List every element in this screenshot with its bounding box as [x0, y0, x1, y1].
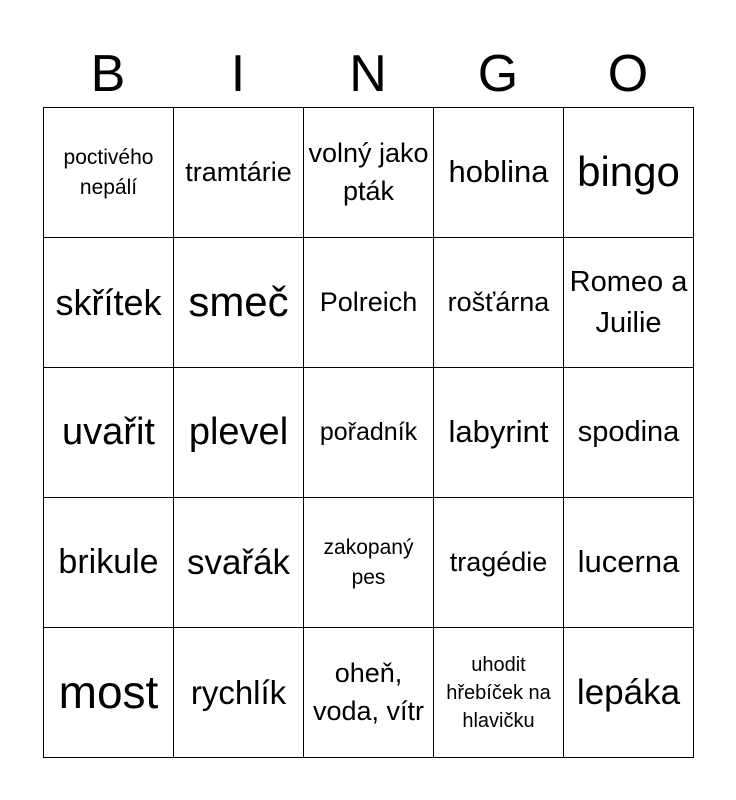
- bingo-cell-r1-c2[interactable]: [174, 108, 304, 238]
- header-letter-i: I: [230, 45, 246, 103]
- bingo-cell-text: uvařit: [62, 410, 155, 453]
- header-letter-o: O: [607, 45, 649, 103]
- bingo-cell-text: oheň, voda, vítr: [312, 657, 425, 726]
- bingo-cell-text: uhodit hřebíček na hlavičku: [446, 653, 551, 732]
- bingo-cell-text: tragédie: [449, 546, 548, 577]
- bingo-card-grid: [43, 107, 694, 758]
- bingo-cell-r1-c4[interactable]: [434, 108, 564, 238]
- bingo-cell-r3-c2[interactable]: [174, 368, 304, 498]
- bingo-cell-text: svařák: [186, 542, 291, 582]
- bingo-header: [43, 40, 693, 108]
- bingo-cell-text: poctivého nepálí: [63, 146, 154, 199]
- bingo-cell-text: rychlík: [190, 673, 287, 711]
- bingo-cell-text: lucerna: [577, 544, 680, 580]
- bingo-cell-text: most: [58, 665, 159, 718]
- bingo-cell-text: Polreich: [319, 286, 418, 317]
- bingo-cell-r2-c5[interactable]: [564, 238, 694, 368]
- bingo-cell-r3-c1[interactable]: [44, 368, 174, 498]
- header-letter-n: N: [349, 45, 387, 103]
- bingo-cell-text: spodina: [577, 415, 680, 448]
- bingo-cell-text: plevel: [188, 410, 289, 453]
- bingo-cell-text: volný jako pták: [308, 137, 429, 206]
- bingo-cell-r3-c5[interactable]: [564, 368, 694, 498]
- bingo-cell-text: pořadník: [319, 418, 418, 447]
- bingo-cell-text: zakopaný pes: [323, 536, 414, 589]
- bingo-cell-r2-c2[interactable]: [174, 238, 304, 368]
- bingo-cell-r4-c3[interactable]: [304, 498, 434, 628]
- bingo-cell-text: bingo: [577, 148, 680, 196]
- bingo-cell-text: tramtárie: [185, 156, 292, 187]
- bingo-cell-r5-c4[interactable]: [434, 628, 564, 758]
- bingo-cell-text: smeč: [188, 278, 289, 326]
- bingo-cell-r2-c4[interactable]: [434, 238, 564, 368]
- bingo-cell-text: hoblina: [448, 154, 549, 190]
- bingo-cell-r4-c5[interactable]: [564, 498, 694, 628]
- bingo-cell-text: Romeo a Juilie: [569, 265, 688, 339]
- bingo-cell-r4-c4[interactable]: [434, 498, 564, 628]
- bingo-cell-r1-c5[interactable]: [564, 108, 694, 238]
- bingo-cell-text: lepáka: [576, 672, 681, 712]
- header-letter-g: G: [477, 45, 519, 103]
- bingo-cell-text: brikule: [58, 543, 159, 582]
- bingo-cell-text: rošťárna: [447, 286, 550, 317]
- header-letter-b: B: [90, 45, 126, 103]
- bingo-cell-r3-c4[interactable]: [434, 368, 564, 498]
- bingo-cell-r1-c1[interactable]: [44, 108, 174, 238]
- bingo-cell-r4-c1[interactable]: [44, 498, 174, 628]
- bingo-cell-r1-c3[interactable]: [304, 108, 434, 238]
- bingo-cell-r4-c2[interactable]: [174, 498, 304, 628]
- bingo-cell-r5-c3[interactable]: [304, 628, 434, 758]
- bingo-cell-r5-c5[interactable]: [564, 628, 694, 758]
- bingo-cell-text: labyrint: [448, 414, 549, 450]
- bingo-cell-r2-c3[interactable]: [304, 238, 434, 368]
- bingo-cell-r5-c2[interactable]: [174, 628, 304, 758]
- bingo-cell-r5-c1[interactable]: [44, 628, 174, 758]
- bingo-cell-text: skřítek: [55, 281, 162, 323]
- bingo-cell-r3-c3[interactable]: [304, 368, 434, 498]
- bingo-cell-r2-c1[interactable]: [44, 238, 174, 368]
